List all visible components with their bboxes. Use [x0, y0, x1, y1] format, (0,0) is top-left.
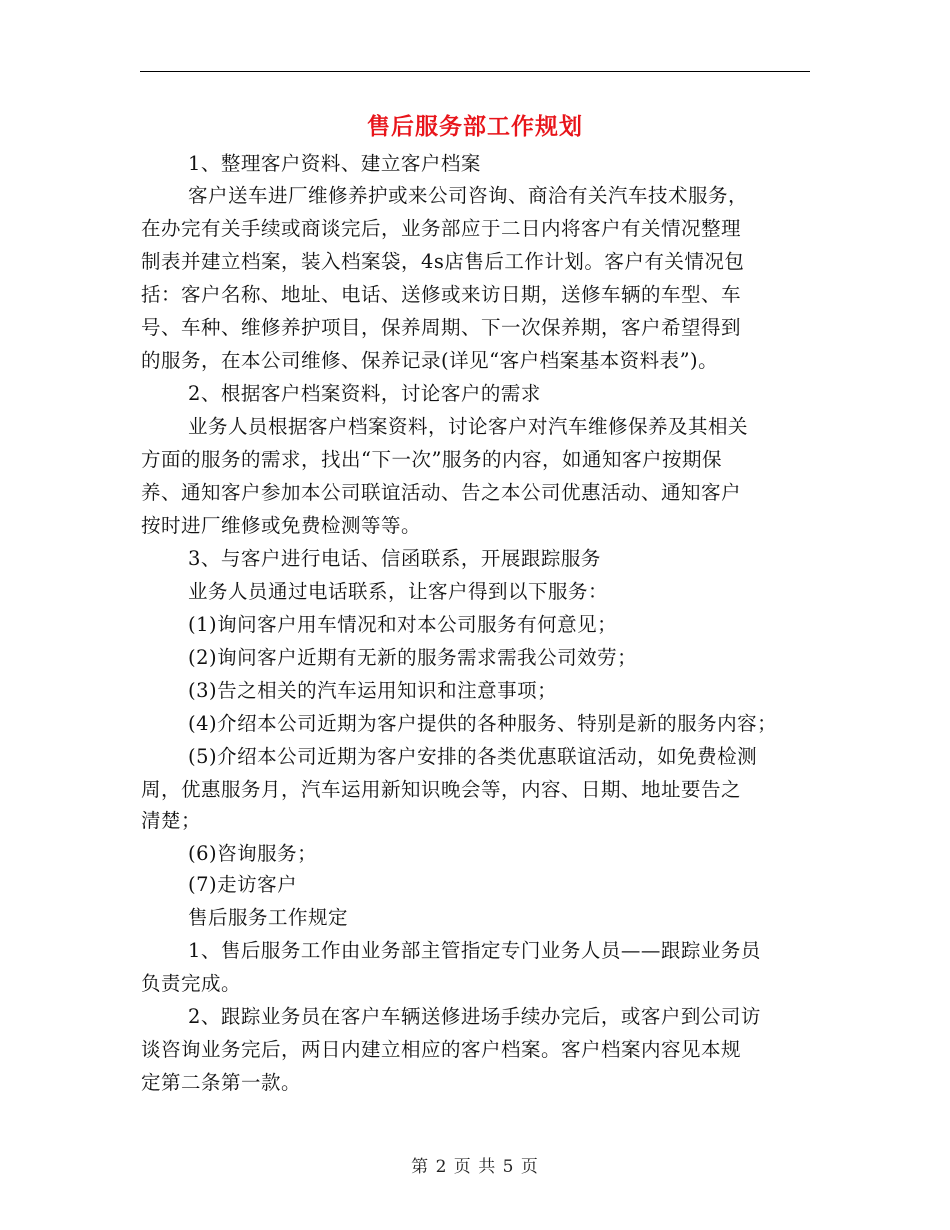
- list-item: (7)走访客户: [188, 873, 298, 896]
- header-rule: [140, 71, 810, 72]
- section-heading: 2、根据客户档案资料，讨论客户的需求: [188, 382, 541, 405]
- list-item: (4)介绍本公司近期为客户提供的各种服务、特别是新的服务内容；: [188, 712, 778, 735]
- paragraph-line: 括：客户名称、地址、电话、送修或来访日期，送修车辆的车型、车: [141, 283, 742, 306]
- section-heading: 1、整理客户资料、建立客户档案: [188, 152, 481, 175]
- paragraph-line: 谈咨询业务完后，两日内建立相应的客户档案。客户档案内容见本规: [141, 1038, 742, 1061]
- list-item: (1)询问客户用车情况和对本公司服务有何意见；: [188, 613, 618, 636]
- document-title: 售后服务部工作规划: [367, 113, 583, 140]
- paragraph-line: 周，优惠服务月，汽车运用新知识晚会等，内容、日期、地址要告之: [141, 778, 742, 801]
- paragraph-line: 1、售后服务工作由业务部主管指定专门业务人员——跟踪业务员: [188, 939, 761, 962]
- section-heading: 售后服务工作规定: [188, 906, 349, 929]
- section-heading: 3、与客户进行电话、信函联系，开展跟踪服务: [188, 547, 601, 570]
- paragraph-line: 养、通知客户参加本公司联谊活动、告之本公司优惠活动、通知客户: [141, 481, 742, 504]
- paragraph-line: 在办完有关手续或商谈完后，业务部应于二日内将客户有关情况整理: [141, 217, 742, 240]
- paragraph-line: 定第二条第一款。: [141, 1071, 302, 1094]
- list-item: (3)告之相关的汽车运用知识和注意事项；: [188, 679, 558, 702]
- paragraph-line: 方面的服务的需求，找出“下一次”服务的内容，如通知客户按期保: [141, 448, 722, 471]
- paragraph-line: 制表并建立档案，装入档案袋，4s店售后工作计划。客户有关情况包: [141, 250, 745, 273]
- paragraph-line: 号、车种、维修养护项目，保养周期、下一次保养期，客户希望得到: [141, 316, 742, 339]
- paragraph-line: 业务人员根据客户档案资料，讨论客户对汽车维修保养及其相关: [188, 415, 749, 438]
- paragraph-line: 2、跟踪业务员在客户车辆送修进场手续办完后，或客户到公司访: [188, 1005, 761, 1028]
- paragraph-line: 的服务，在本公司维修、保养记录(详见“客户档案基本资料表”)。: [141, 349, 719, 372]
- paragraph-line: 业务人员通过电话联系，让客户得到以下服务：: [188, 580, 609, 603]
- paragraph-line: 清楚；: [141, 809, 202, 832]
- page-number: 第 2 页 共 5 页: [411, 1157, 539, 1177]
- paragraph-line: 负责完成。: [141, 972, 242, 995]
- list-item: (6)咨询服务；: [188, 842, 318, 865]
- list-item: (5)介绍本公司近期为客户安排的各类优惠联谊活动，如免费检测: [188, 745, 758, 768]
- list-item: (2)询问客户近期有无新的服务需求需我公司效劳；: [188, 646, 638, 669]
- paragraph-line: 客户送车进厂维修养护或来公司咨询、商洽有关汽车技术服务，: [188, 184, 749, 207]
- paragraph-line: 按时进厂维修或免费检测等等。: [141, 514, 422, 537]
